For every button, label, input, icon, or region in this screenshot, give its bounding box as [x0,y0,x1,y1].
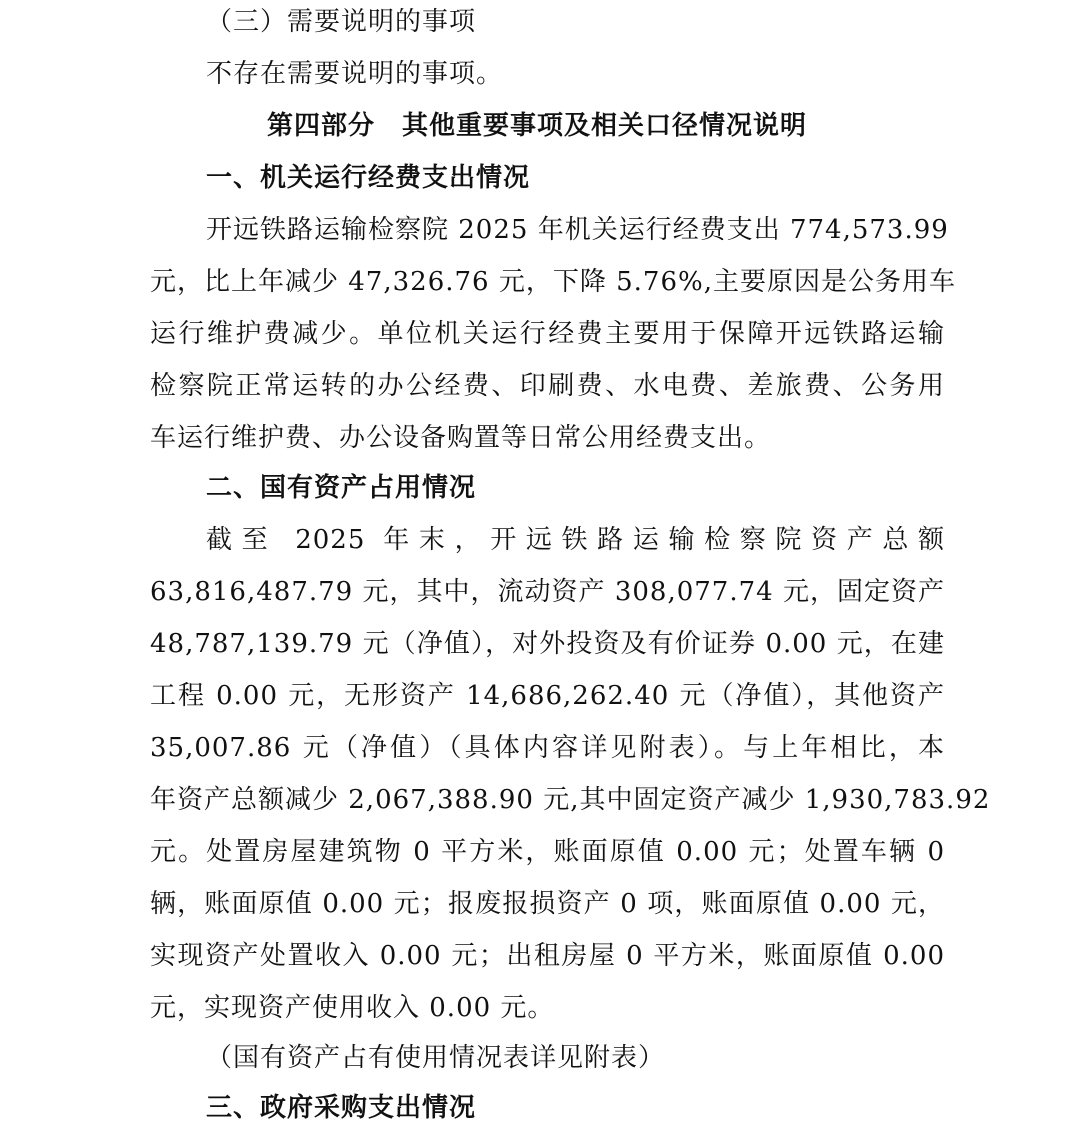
subsection-heading-matters: （三）需要说明的事项 [206,7,477,37]
section-heading-state-assets: 二、国有资产占用情况 [206,473,477,503]
paragraph-line: 车运行维护费、办公设备购置等日常公用经费支出。 [150,423,772,453]
paragraph-line: 开远铁路运输检察院 2025 年机关运行经费支出 774,573.99 [206,215,949,245]
section-heading-operating-expenses: 一、机关运行经费支出情况 [206,163,531,193]
paragraph-line: 元。处置房屋建筑物 0 平方米，账面原值 0.00 元；处置车辆 0 [150,837,945,867]
part-four-title: 第四部分 其他重要事项及相关口径情况说明 [266,111,807,141]
paragraph-line: 年资产总额减少 2,067,388.90 元,其中固定资产减少 1,930,783.92 [150,785,991,815]
paragraph-line: 工程 0.00 元，无形资产 14,686,262.40 元（净值），其他资产 [150,681,945,711]
paragraph-line: 截至 2025 年末，开远铁路运输检察院资产总额 [206,525,945,555]
paragraph-no-matters: 不存在需要说明的事项。 [206,59,504,89]
paragraph-line: 35,007.86 元（净值）（具体内容详见附表）。与上年相比，本 [150,733,945,763]
paragraph-line: 实现资产处置收入 0.00 元；出租房屋 0 平方米，账面原值 0.00 [150,941,945,971]
paragraph-line: 运行维护费减少。单位机关运行经费主要用于保障开远铁路运输 [150,319,945,349]
paragraph-line: 辆，账面原值 0.00 元；报废报损资产 0 项，账面原值 0.00 元， [150,889,945,919]
paragraph-line: 63,816,487.79 元，其中，流动资产 308,077.74 元，固定资产 [150,577,945,607]
paragraph-line: 48,787,139.79 元（净值），对外投资及有价证券 0.00 元，在建 [150,629,945,659]
paragraph-line: 元，实现资产使用收入 0.00 元。 [150,993,555,1023]
section-heading-procurement: 三、政府采购支出情况 [206,1093,477,1123]
paragraph-line: 检察院正常运转的办公经费、印刷费、水电费、差旅费、公务用 [150,371,945,401]
attachment-note: （国有资产占有使用情况表详见附表） [206,1043,666,1073]
paragraph-line: 元，比上年减少 47,326.76 元，下降 5.76%,主要原因是公务用车 [150,267,956,297]
